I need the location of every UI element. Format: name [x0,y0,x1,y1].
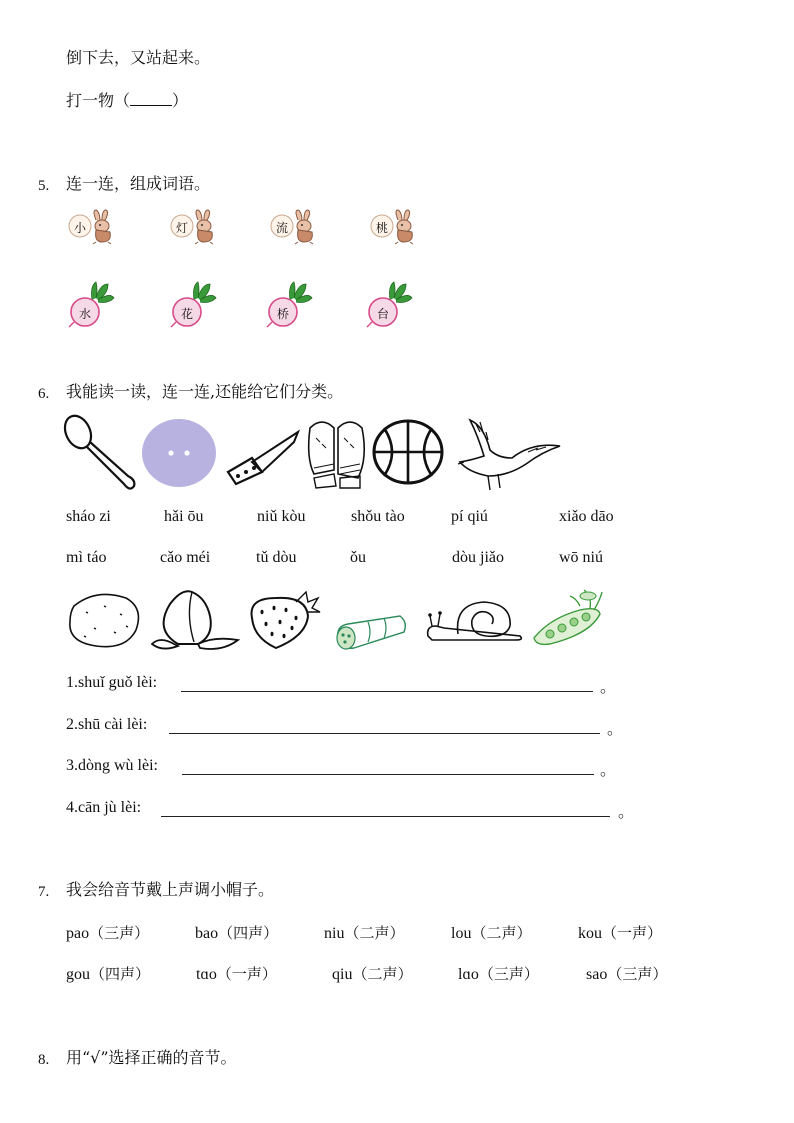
rabbit-label: 小 [73,221,86,235]
category-tableware-label: 4.cān jù lèi: [66,799,142,816]
question-8-number: 8. [38,1052,50,1068]
syllable: niu [324,925,345,942]
button-icon [141,418,217,488]
pinyin-word: wō niú [559,549,603,566]
riddle-line-1: 倒下去，又站起来。 [66,48,211,67]
tone-item [451,923,531,943]
riddle-suffix: ） [172,91,189,110]
radish-card[interactable] [366,280,412,328]
potato-icon [66,592,142,650]
spoon-icon [62,412,136,494]
question-6-number: 6. [38,386,50,402]
tone-item [332,964,412,984]
pinyin-word: cǎo méi [160,549,211,566]
tone-hint: （三声） [607,965,668,983]
tone-hint: （二声） [352,965,413,983]
riddle-prefix: 打一物（ [66,91,131,110]
question-5-title: 连一连，组成词语。 [66,174,211,193]
tone-hint: （一声） [216,965,277,983]
tone-hint: （四声） [218,924,279,942]
question-6-title: 我能读一读，连一连,还能给它们分类。 [66,382,344,401]
bean-pod-icon [530,588,604,652]
peach-icon [148,588,242,654]
syllable: sao [586,966,608,983]
radish-card[interactable] [68,280,114,328]
rabbit-card[interactable] [370,208,422,244]
radish-label: 桥 [276,307,289,321]
category-vegetable-label: 2.shū cài lèi: [66,716,148,733]
category-animal-answer-line[interactable] [182,774,594,775]
tone-item [196,964,277,984]
syllable: tɑo [196,966,217,983]
pinyin-word: pí qiú [451,508,488,525]
rabbit-label: 流 [275,221,288,235]
syllable: kou [578,925,602,942]
category-tableware-period: 。 [618,804,635,821]
category-fruit-label: 1.shuǐ guǒ lèi: [66,674,158,691]
strawberry-icon [246,590,322,652]
category-fruit-answer-line[interactable] [181,691,593,692]
seagull-icon [458,416,562,492]
rabbit-label: 桃 [375,221,388,235]
tone-hint: （一声） [602,924,663,942]
knife-icon [222,428,302,486]
syllable: lou [451,925,472,942]
rabbit-card[interactable] [68,208,120,244]
ball-icon [370,418,446,486]
lotus-root-icon [332,608,408,652]
snail-icon [424,596,528,642]
radish-card[interactable] [266,280,312,328]
rabbit-card[interactable] [270,208,322,244]
pinyin-word: mì táo [66,549,107,566]
tone-item [586,964,667,984]
question-7-title: 我会给音节戴上声调小帽子。 [66,880,275,899]
syllable: lɑo [458,966,479,983]
radish-label: 花 [180,307,193,321]
question-5-number: 5. [38,178,50,194]
riddle-answer-blank[interactable] [130,91,172,106]
tone-item [578,923,662,943]
category-fruit-period: 。 [600,679,617,696]
pinyin-word: shǒu tào [351,508,405,525]
tone-item [66,923,149,943]
radish-label: 台 [376,307,389,321]
syllable: bao [195,925,219,942]
radish-label: 水 [78,307,91,321]
gloves-icon [304,418,368,490]
tone-item [458,964,539,984]
pinyin-word: sháo zi [66,508,111,525]
riddle-line-2 [66,91,188,111]
radish-card[interactable] [170,280,216,328]
tone-hint: （二声） [471,924,532,942]
category-vegetable-answer-line[interactable] [169,733,600,734]
question-7-number: 7. [38,884,50,900]
category-vegetable-period: 。 [607,721,624,738]
category-animal-period: 。 [600,762,617,779]
syllable: qiu [332,966,353,983]
tone-hint: （四声） [90,965,151,983]
syllable: pao [66,925,90,942]
category-animal-label: 3.dòng wù lèi: [66,757,158,774]
rabbit-card[interactable] [170,208,222,244]
pinyin-word: dòu jiǎo [452,549,504,566]
tone-item [66,964,150,984]
tone-item [324,923,404,943]
tone-hint: （二声） [344,924,405,942]
pinyin-word: xiǎo dāo [559,508,614,525]
syllable: gou [66,966,90,983]
pinyin-word: niǔ kòu [257,508,306,525]
category-tableware-answer-line[interactable] [161,816,610,817]
rabbit-label: 灯 [175,221,188,235]
pinyin-word: hǎi ōu [164,508,204,525]
question-8-title: 用“√”选择正确的音节。 [66,1048,237,1067]
pinyin-word: ǒu [350,549,366,566]
tone-item [195,923,278,943]
tone-hint: （三声） [89,924,150,942]
pinyin-word: tǔ dòu [256,549,297,566]
tone-hint: （三声） [478,965,539,983]
